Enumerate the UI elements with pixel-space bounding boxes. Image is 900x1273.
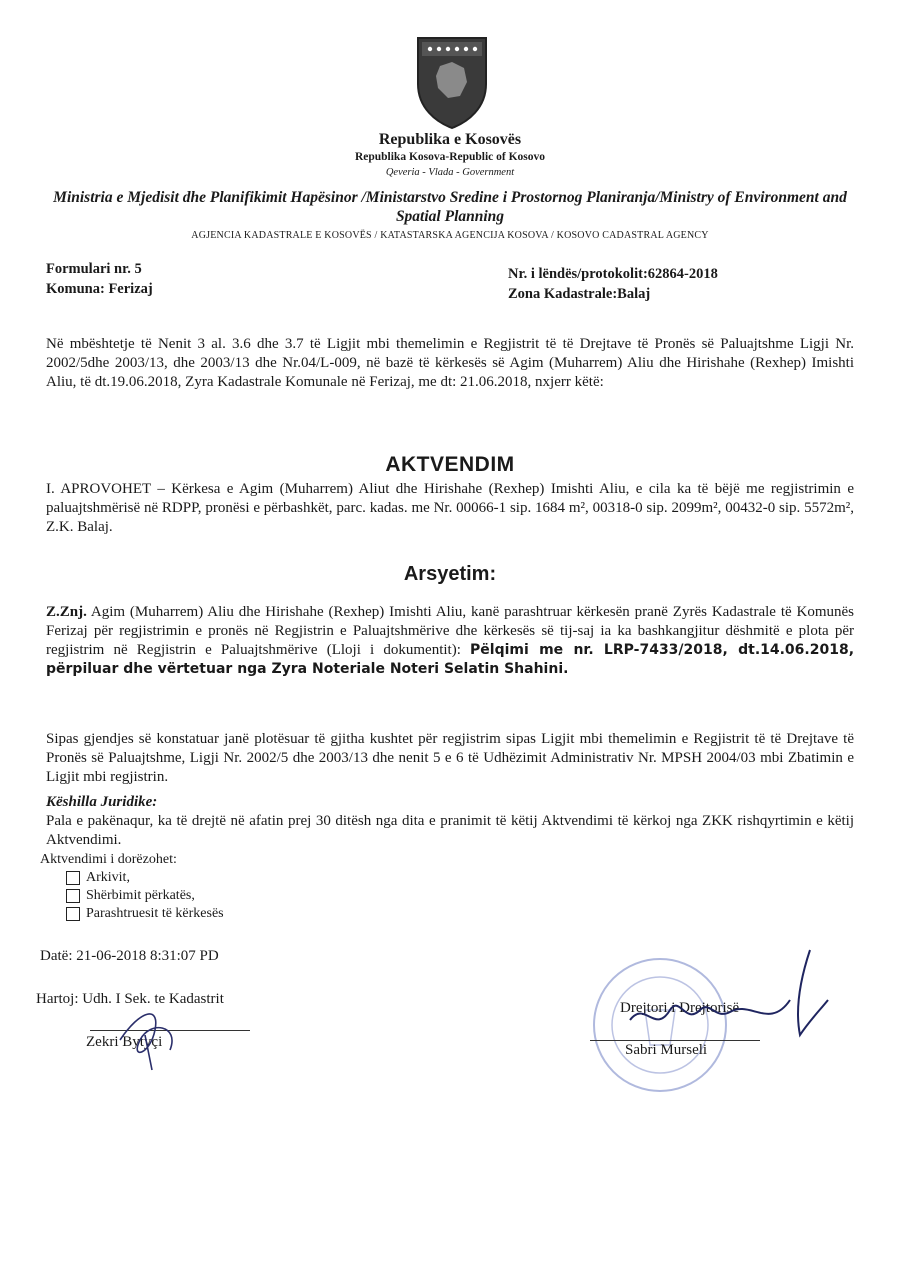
delivery-label: Aktvendimi i dorëzohet: [40,852,177,867]
decision-title: AKTVENDIM [385,453,515,476]
decision-paragraph: I. APROVOHET – Kërkesa e Agim (Muharrem) Aliut dhe Hirishahe (Rexhep) Imishti Aliu, e cila ka të bëjë me regjistrimin e paluajtshmërisë në RDPP, pronësi e përbashkët, parc. kadas. me Nr. 00066-1 sip. 1684 m², 00318-0 sip. 2099m², 00432-0 sip. 5572m², Z.K. Balaj. [46,481,854,535]
form-meta-right [508,264,718,304]
ministry-name: Ministria e Mjedisit dhe Planifikimit Hapësinor /Ministarstvo Sredine i Prostornog Planiranja/Ministry of Environment and Spatial Planning [53,189,847,225]
reasoning-document: Pëlqimi me nr. LRP-7433/2018, dt.14.06.2018, përpiluar dhe vërtetuar nga Zyra Noteriale Noteri Selatin Shahini. [46,642,855,677]
republic-multilingual: Republika Kosova-Republic of Kosovo [354,151,546,163]
municipality: Komuna: Ferizaj [46,281,153,297]
reasoning-text: Agim (Muharrem) Aliu dhe Hirishahe (Rexhep) Imishti Aliu, kanë parashtruar kërkesën pranë Zyrës Kadastrale të Komunës Ferizaj për regjistrimin e pronës në Regjistrin e Paluajtshmërive dhe kërkesës së tij-saj ia ka bashkangjitur dëshmitë e plota për regjistrim në Regjistrin e Paluajtshmërive (Lloji i dokumentit): [46,604,854,658]
delivery-item-label: Arkivit, [86,870,130,885]
reasoning-lead: Z.Znj. [46,604,87,620]
delivery-item-label: Parashtruesit të kërkesës [86,906,224,921]
form-meta-left [46,259,153,299]
author-label: Hartoj: Udh. I Sek. te Kadastrit [36,991,224,1007]
government-line: Qeveria - Vlada - Government [385,167,515,178]
delivery-item-label: Shërbimit përkatës, [86,888,195,903]
author-signature-icon [100,1000,210,1075]
author-name: Zekri Bytyçi [86,1034,163,1050]
legal-advice-title: Këshilla Juridike: [46,794,158,810]
protocol-number: Nr. i lëndës/protokolit:62864-2018 [508,266,718,282]
reasoning-title: Arsyetim: [403,563,497,585]
director-name: Sabri Murseli [625,1042,708,1058]
agency-name: AGJENCIA KADASTRALE E KOSOVËS / KATASTARSKA AGENCIJA KOSOVA / KOSOVO CADASTRAL AGENCY [191,230,709,241]
cadastral-zone: Zona Kadastrale:Balaj [508,286,651,302]
state-paragraph: Sipas gjendjes së konstatuar janë plotësuar të gjitha kushtet për regjistrim sipas Ligjit mbi themelimin e Regjistrit të të Drejtave të Pronës së Paluajtshme, Ligji Nr. 2002/5 dhe 2003/13 dhe nenit 5 e 6 të Udhëzimit Administrativ Nr. MPSH 2004/03 mbi Zbatimin e Ligjit mbi regjistrin. [46,731,854,785]
checkbox[interactable] [66,907,80,921]
delivery-item [66,887,224,905]
director-signature-icon [600,940,840,1060]
reasoning-paragraph [46,603,854,679]
delivery-item [66,869,224,887]
document-date: Datë: 21-06-2018 8:31:07 PD [40,948,219,964]
kosovo-coat-of-arms-icon [412,34,492,130]
intro-paragraph: Në mbështetje të Nenit 3 al. 3.6 dhe 3.7 të Ligjit mbi themelimin e Regjistrit të të Drejtave të Pronës së Paluajtshme Ligji Nr. 2002/5dhe 2003/13, dhe 2003/13 dhe Nr.04/L-009, në bazë të kërkesës së Agim (Muharrem) Aliu dhe Hirishahe (Rexhep) Imishti Aliu, të dt.19.06.2018, Zyra Kadastrale Komunale në Ferizaj, me dt: 21.06.2018, nxjerr këtë: [46,336,854,390]
form-number: Formulari nr. 5 [46,261,142,277]
republic-title: Republika e Kosovës [378,131,522,148]
legal-advice-text: Pala e pakënaqur, ka të drejtë në afatin prej 30 ditësh nga dita e pranimit të këtij Aktvendimi të kërkoj nga ZKK rishqyrtimin e këtij Aktvendimi. [46,813,854,848]
director-label: Drejtori i Drejtorisë [620,1000,740,1016]
delivery-item [66,905,224,923]
checkbox[interactable] [66,889,80,903]
checkbox[interactable] [66,871,80,885]
delivery-list [66,869,224,923]
